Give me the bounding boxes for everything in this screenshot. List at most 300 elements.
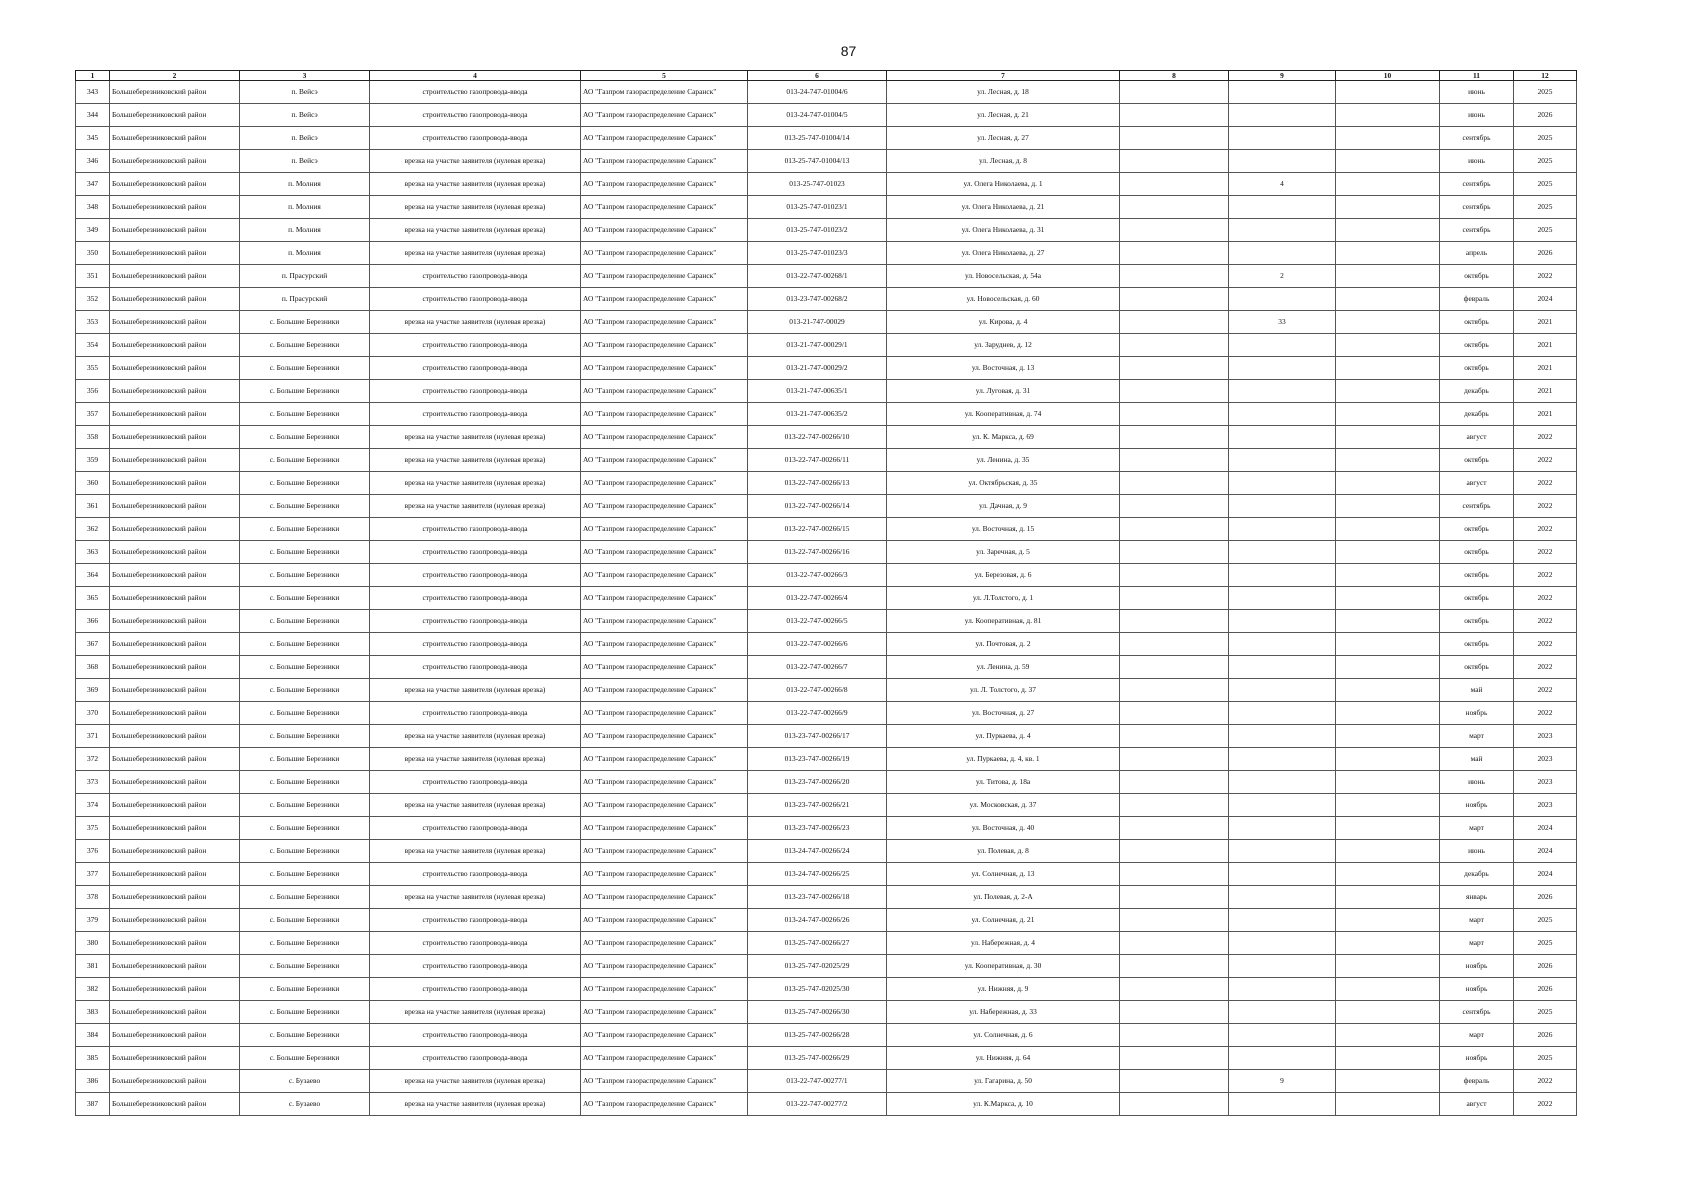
column-10-cell bbox=[1336, 334, 1440, 357]
contract-number-cell: 013-24-747-01004/5 bbox=[748, 104, 887, 127]
contract-number-cell: 013-23-747-00268/2 bbox=[748, 288, 887, 311]
month-cell: октябрь bbox=[1440, 587, 1514, 610]
column-10-cell bbox=[1336, 265, 1440, 288]
row-number-cell: 387 bbox=[76, 1093, 110, 1116]
address-cell: ул. Лесная, д. 21 bbox=[887, 104, 1120, 127]
address-cell: ул. Лесная, д. 18 bbox=[887, 81, 1120, 104]
address-cell: ул. Нижняя, д. 9 bbox=[887, 978, 1120, 1001]
column-10-cell bbox=[1336, 127, 1440, 150]
row-number-cell: 362 bbox=[76, 518, 110, 541]
organization-cell: АО "Газпром газораспределение Саранск" bbox=[581, 104, 748, 127]
column-9-cell bbox=[1229, 380, 1336, 403]
settlement-cell: с. Большие Березники bbox=[240, 955, 370, 978]
organization-cell: АО "Газпром газораспределение Саранск" bbox=[581, 242, 748, 265]
district-cell: Большеберезниковский район bbox=[110, 863, 240, 886]
table-row bbox=[76, 587, 1577, 610]
month-cell: ноябрь bbox=[1440, 955, 1514, 978]
settlement-cell: с. Большие Березники bbox=[240, 886, 370, 909]
contract-number-cell: 013-25-747-00266/29 bbox=[748, 1047, 887, 1070]
column-8-cell bbox=[1120, 81, 1229, 104]
table-row bbox=[76, 104, 1577, 127]
column-9-cell bbox=[1229, 1024, 1336, 1047]
work-type-cell: строительство газопровода-ввода bbox=[370, 334, 581, 357]
work-type-cell: врезка на участке заявителя (нулевая врезка) bbox=[370, 449, 581, 472]
address-cell: ул. Восточная, д. 40 bbox=[887, 817, 1120, 840]
organization-cell: АО "Газпром газораспределение Саранск" bbox=[581, 219, 748, 242]
month-cell: октябрь bbox=[1440, 610, 1514, 633]
address-cell: ул. Дачная, д. 9 bbox=[887, 495, 1120, 518]
year-cell: 2022 bbox=[1514, 518, 1577, 541]
year-cell: 2026 bbox=[1514, 886, 1577, 909]
column-9-cell bbox=[1229, 104, 1336, 127]
column-9-cell bbox=[1229, 610, 1336, 633]
work-type-cell: врезка на участке заявителя (нулевая врезка) bbox=[370, 840, 581, 863]
contract-number-cell: 013-22-747-00277/1 bbox=[748, 1070, 887, 1093]
settlement-cell: с. Большие Березники bbox=[240, 863, 370, 886]
year-cell: 2026 bbox=[1514, 955, 1577, 978]
column-8-cell bbox=[1120, 886, 1229, 909]
settlement-cell: с. Большие Березники bbox=[240, 449, 370, 472]
settlement-cell: п. Прасурский bbox=[240, 288, 370, 311]
row-number-cell: 379 bbox=[76, 909, 110, 932]
month-cell: сентябрь bbox=[1440, 196, 1514, 219]
column-9-cell bbox=[1229, 334, 1336, 357]
table-row bbox=[76, 840, 1577, 863]
table-row bbox=[76, 380, 1577, 403]
column-9-cell bbox=[1229, 863, 1336, 886]
district-cell: Большеберезниковский район bbox=[110, 104, 240, 127]
column-9-cell bbox=[1229, 196, 1336, 219]
organization-cell: АО "Газпром газораспределение Саранск" bbox=[581, 1093, 748, 1116]
column-10-cell bbox=[1336, 1024, 1440, 1047]
year-cell: 2026 bbox=[1514, 104, 1577, 127]
work-type-cell: строительство газопровода-ввода bbox=[370, 909, 581, 932]
column-10-cell bbox=[1336, 495, 1440, 518]
organization-cell: АО "Газпром газораспределение Саранск" bbox=[581, 564, 748, 587]
settlement-cell: с. Большие Березники bbox=[240, 311, 370, 334]
address-cell: ул. Полевая, д. 2-А bbox=[887, 886, 1120, 909]
year-cell: 2025 bbox=[1514, 932, 1577, 955]
row-number-cell: 347 bbox=[76, 173, 110, 196]
work-type-cell: строительство газопровода-ввода bbox=[370, 518, 581, 541]
column-8-cell bbox=[1120, 426, 1229, 449]
column-9-cell bbox=[1229, 288, 1336, 311]
organization-cell: АО "Газпром газораспределение Саранск" bbox=[581, 656, 748, 679]
table-row bbox=[76, 1093, 1577, 1116]
column-9-cell bbox=[1229, 748, 1336, 771]
contract-number-cell: 013-23-747-00266/17 bbox=[748, 725, 887, 748]
year-cell: 2022 bbox=[1514, 702, 1577, 725]
contract-number-cell: 013-21-747-00029/1 bbox=[748, 334, 887, 357]
column-9-cell bbox=[1229, 472, 1336, 495]
month-cell: декабрь bbox=[1440, 403, 1514, 426]
month-cell: март bbox=[1440, 1024, 1514, 1047]
contract-number-cell: 013-21-747-00029/2 bbox=[748, 357, 887, 380]
address-cell: ул. Заречная, д. 5 bbox=[887, 541, 1120, 564]
organization-cell: АО "Газпром газораспределение Саранск" bbox=[581, 955, 748, 978]
year-cell: 2023 bbox=[1514, 771, 1577, 794]
column-8-cell bbox=[1120, 863, 1229, 886]
organization-cell: АО "Газпром газораспределение Саранск" bbox=[581, 150, 748, 173]
organization-cell: АО "Газпром газораспределение Саранск" bbox=[581, 840, 748, 863]
work-type-cell: врезка на участке заявителя (нулевая врезка) bbox=[370, 472, 581, 495]
year-cell: 2021 bbox=[1514, 334, 1577, 357]
organization-cell: АО "Газпром газораспределение Саранск" bbox=[581, 817, 748, 840]
settlement-cell: с. Большие Березники bbox=[240, 817, 370, 840]
month-cell: октябрь bbox=[1440, 357, 1514, 380]
settlement-cell: с. Большие Березники bbox=[240, 403, 370, 426]
district-cell: Большеберезниковский район bbox=[110, 196, 240, 219]
settlement-cell: п. Молния bbox=[240, 242, 370, 265]
district-cell: Большеберезниковский район bbox=[110, 1024, 240, 1047]
table-row bbox=[76, 564, 1577, 587]
column-10-cell bbox=[1336, 840, 1440, 863]
organization-cell: АО "Газпром газораспределение Саранск" bbox=[581, 794, 748, 817]
district-cell: Большеберезниковский район bbox=[110, 748, 240, 771]
column-8-cell bbox=[1120, 725, 1229, 748]
table-row bbox=[76, 633, 1577, 656]
settlement-cell: с. Большие Березники bbox=[240, 334, 370, 357]
work-type-cell: врезка на участке заявителя (нулевая врезка) bbox=[370, 150, 581, 173]
month-cell: апрель bbox=[1440, 242, 1514, 265]
year-cell: 2021 bbox=[1514, 357, 1577, 380]
column-10-cell bbox=[1336, 633, 1440, 656]
month-cell: ноябрь bbox=[1440, 794, 1514, 817]
district-cell: Большеберезниковский район bbox=[110, 610, 240, 633]
page-number: 87 bbox=[840, 43, 857, 59]
column-8-cell bbox=[1120, 242, 1229, 265]
work-type-cell: строительство газопровода-ввода bbox=[370, 587, 581, 610]
settlement-cell: с. Большие Березники bbox=[240, 748, 370, 771]
organization-cell: АО "Газпром газораспределение Саранск" bbox=[581, 541, 748, 564]
work-type-cell: врезка на участке заявителя (нулевая врезка) bbox=[370, 794, 581, 817]
district-cell: Большеберезниковский район bbox=[110, 265, 240, 288]
address-cell: ул. Ленина, д. 35 bbox=[887, 449, 1120, 472]
column-8-cell bbox=[1120, 587, 1229, 610]
table-row bbox=[76, 173, 1577, 196]
table-row bbox=[76, 1047, 1577, 1070]
year-cell: 2023 bbox=[1514, 794, 1577, 817]
organization-cell: АО "Газпром газораспределение Саранск" bbox=[581, 265, 748, 288]
work-type-cell: строительство газопровода-ввода bbox=[370, 702, 581, 725]
column-10-cell bbox=[1336, 173, 1440, 196]
row-number-cell: 371 bbox=[76, 725, 110, 748]
address-cell: ул. Олега Николаева, д. 31 bbox=[887, 219, 1120, 242]
year-cell: 2025 bbox=[1514, 196, 1577, 219]
table-row bbox=[76, 150, 1577, 173]
settlement-cell: с. Бузаево bbox=[240, 1070, 370, 1093]
work-type-cell: врезка на участке заявителя (нулевая врезка) bbox=[370, 311, 581, 334]
contract-number-cell: 013-25-747-02025/29 bbox=[748, 955, 887, 978]
address-cell: ул. Набережная, д. 4 bbox=[887, 932, 1120, 955]
table-row bbox=[76, 702, 1577, 725]
column-header-4: 4 bbox=[370, 71, 581, 81]
contract-number-cell: 013-22-747-00268/1 bbox=[748, 265, 887, 288]
month-cell: июнь bbox=[1440, 840, 1514, 863]
column-8-cell bbox=[1120, 380, 1229, 403]
work-type-cell: врезка на участке заявителя (нулевая врезка) bbox=[370, 426, 581, 449]
month-cell: январь bbox=[1440, 886, 1514, 909]
organization-cell: АО "Газпром газораспределение Саранск" bbox=[581, 288, 748, 311]
contract-number-cell: 013-22-747-00277/2 bbox=[748, 1093, 887, 1116]
table-row bbox=[76, 771, 1577, 794]
district-cell: Большеберезниковский район bbox=[110, 817, 240, 840]
table-row bbox=[76, 472, 1577, 495]
settlement-cell: с. Большие Березники bbox=[240, 1001, 370, 1024]
row-number-cell: 373 bbox=[76, 771, 110, 794]
district-cell: Большеберезниковский район bbox=[110, 518, 240, 541]
column-8-cell bbox=[1120, 817, 1229, 840]
settlement-cell: п. Вейсэ bbox=[240, 127, 370, 150]
district-cell: Большеберезниковский район bbox=[110, 127, 240, 150]
settlement-cell: с. Большие Березники bbox=[240, 702, 370, 725]
district-cell: Большеберезниковский район bbox=[110, 978, 240, 1001]
settlement-cell: с. Большие Березники bbox=[240, 495, 370, 518]
row-number-cell: 384 bbox=[76, 1024, 110, 1047]
column-10-cell bbox=[1336, 863, 1440, 886]
district-cell: Большеберезниковский район bbox=[110, 794, 240, 817]
district-cell: Большеберезниковский район bbox=[110, 725, 240, 748]
work-type-cell: строительство газопровода-ввода bbox=[370, 955, 581, 978]
year-cell: 2025 bbox=[1514, 909, 1577, 932]
work-type-cell: врезка на участке заявителя (нулевая врезка) bbox=[370, 219, 581, 242]
column-10-cell bbox=[1336, 886, 1440, 909]
month-cell: октябрь bbox=[1440, 564, 1514, 587]
contract-number-cell: 013-23-747-00266/20 bbox=[748, 771, 887, 794]
year-cell: 2026 bbox=[1514, 978, 1577, 1001]
address-cell: ул. Нижняя, д. 64 bbox=[887, 1047, 1120, 1070]
row-number-cell: 364 bbox=[76, 564, 110, 587]
column-9-cell: 9 bbox=[1229, 1070, 1336, 1093]
work-type-cell: строительство газопровода-ввода bbox=[370, 403, 581, 426]
contract-number-cell: 013-24-747-00266/25 bbox=[748, 863, 887, 886]
column-9-cell bbox=[1229, 656, 1336, 679]
table-row bbox=[76, 81, 1577, 104]
row-number-cell: 383 bbox=[76, 1001, 110, 1024]
column-9-cell bbox=[1229, 426, 1336, 449]
row-number-cell: 359 bbox=[76, 449, 110, 472]
month-cell: октябрь bbox=[1440, 541, 1514, 564]
work-type-cell: врезка на участке заявителя (нулевая врезка) bbox=[370, 1093, 581, 1116]
contract-number-cell: 013-21-747-00635/2 bbox=[748, 403, 887, 426]
month-cell: сентябрь bbox=[1440, 1001, 1514, 1024]
settlement-cell: с. Большие Березники bbox=[240, 932, 370, 955]
settlement-cell: с. Большие Березники bbox=[240, 679, 370, 702]
address-cell: ул. Пуркаева, д. 4 bbox=[887, 725, 1120, 748]
year-cell: 2025 bbox=[1514, 1001, 1577, 1024]
row-number-cell: 346 bbox=[76, 150, 110, 173]
contract-number-cell: 013-22-747-00266/10 bbox=[748, 426, 887, 449]
row-number-cell: 370 bbox=[76, 702, 110, 725]
work-type-cell: строительство газопровода-ввода bbox=[370, 771, 581, 794]
column-header-5: 5 bbox=[581, 71, 748, 81]
organization-cell: АО "Газпром газораспределение Саранск" bbox=[581, 932, 748, 955]
contract-number-cell: 013-25-747-00266/30 bbox=[748, 1001, 887, 1024]
work-type-cell: врезка на участке заявителя (нулевая врезка) bbox=[370, 1001, 581, 1024]
address-cell: ул. Кирова, д. 4 bbox=[887, 311, 1120, 334]
column-8-cell bbox=[1120, 357, 1229, 380]
work-type-cell: строительство газопровода-ввода bbox=[370, 932, 581, 955]
table-row bbox=[76, 219, 1577, 242]
column-header-3: 3 bbox=[240, 71, 370, 81]
row-number-cell: 374 bbox=[76, 794, 110, 817]
district-cell: Большеберезниковский район bbox=[110, 311, 240, 334]
settlement-cell: с. Большие Березники bbox=[240, 909, 370, 932]
column-10-cell bbox=[1336, 564, 1440, 587]
month-cell: октябрь bbox=[1440, 518, 1514, 541]
year-cell: 2022 bbox=[1514, 564, 1577, 587]
column-10-cell bbox=[1336, 219, 1440, 242]
organization-cell: АО "Газпром газораспределение Саранск" bbox=[581, 357, 748, 380]
address-cell: ул. Полевая, д. 8 bbox=[887, 840, 1120, 863]
row-number-cell: 360 bbox=[76, 472, 110, 495]
organization-cell: АО "Газпром газораспределение Саранск" bbox=[581, 863, 748, 886]
column-9-cell bbox=[1229, 127, 1336, 150]
column-9-cell bbox=[1229, 587, 1336, 610]
table-row bbox=[76, 932, 1577, 955]
row-number-cell: 350 bbox=[76, 242, 110, 265]
address-cell: ул. Гагарина, д. 50 bbox=[887, 1070, 1120, 1093]
column-8-cell bbox=[1120, 564, 1229, 587]
year-cell: 2022 bbox=[1514, 472, 1577, 495]
contract-number-cell: 013-25-747-01023/1 bbox=[748, 196, 887, 219]
column-9-cell bbox=[1229, 794, 1336, 817]
address-cell: ул. Луговая, д. 31 bbox=[887, 380, 1120, 403]
organization-cell: АО "Газпром газораспределение Саранск" bbox=[581, 127, 748, 150]
organization-cell: АО "Газпром газораспределение Саранск" bbox=[581, 702, 748, 725]
column-10-cell bbox=[1336, 909, 1440, 932]
table-row bbox=[76, 196, 1577, 219]
work-type-cell: строительство газопровода-ввода bbox=[370, 863, 581, 886]
row-number-cell: 356 bbox=[76, 380, 110, 403]
district-cell: Большеберезниковский район bbox=[110, 564, 240, 587]
district-cell: Большеберезниковский район bbox=[110, 587, 240, 610]
year-cell: 2024 bbox=[1514, 840, 1577, 863]
address-cell: ул. Восточная, д. 15 bbox=[887, 518, 1120, 541]
table-row bbox=[76, 909, 1577, 932]
contract-number-cell: 013-25-747-01023 bbox=[748, 173, 887, 196]
column-8-cell bbox=[1120, 1093, 1229, 1116]
settlement-cell: п. Молния bbox=[240, 173, 370, 196]
settlement-cell: с. Большие Березники bbox=[240, 1024, 370, 1047]
organization-cell: АО "Газпром газораспределение Саранск" bbox=[581, 587, 748, 610]
month-cell: ноябрь bbox=[1440, 1047, 1514, 1070]
address-cell: ул. Ленина, д. 59 bbox=[887, 656, 1120, 679]
settlement-cell: с. Большие Березники bbox=[240, 472, 370, 495]
settlement-cell: с. Большие Березники bbox=[240, 587, 370, 610]
work-type-cell: врезка на участке заявителя (нулевая врезка) bbox=[370, 725, 581, 748]
column-10-cell bbox=[1336, 1070, 1440, 1093]
column-8-cell bbox=[1120, 104, 1229, 127]
row-number-cell: 354 bbox=[76, 334, 110, 357]
column-10-cell bbox=[1336, 449, 1440, 472]
work-type-cell: строительство газопровода-ввода bbox=[370, 817, 581, 840]
settlement-cell: с. Большие Березники bbox=[240, 541, 370, 564]
table-row bbox=[76, 1070, 1577, 1093]
organization-cell: АО "Газпром газораспределение Саранск" bbox=[581, 978, 748, 1001]
address-cell: ул. Московская, д. 37 bbox=[887, 794, 1120, 817]
organization-cell: АО "Газпром газораспределение Саранск" bbox=[581, 495, 748, 518]
column-8-cell bbox=[1120, 219, 1229, 242]
district-cell: Большеберезниковский район bbox=[110, 495, 240, 518]
contract-number-cell: 013-22-747-00266/7 bbox=[748, 656, 887, 679]
settlement-cell: с. Большие Березники bbox=[240, 978, 370, 1001]
contract-number-cell: 013-25-747-02025/30 bbox=[748, 978, 887, 1001]
year-cell: 2022 bbox=[1514, 541, 1577, 564]
organization-cell: АО "Газпром газораспределение Саранск" bbox=[581, 196, 748, 219]
contract-number-cell: 013-24-747-00266/24 bbox=[748, 840, 887, 863]
year-cell: 2022 bbox=[1514, 265, 1577, 288]
column-header-11: 11 bbox=[1440, 71, 1514, 81]
month-cell: сентябрь bbox=[1440, 173, 1514, 196]
address-cell: ул. Кооперативная, д. 81 bbox=[887, 610, 1120, 633]
address-cell: ул. Солнечная, д. 21 bbox=[887, 909, 1120, 932]
district-cell: Большеберезниковский район bbox=[110, 1070, 240, 1093]
contract-number-cell: 013-22-747-00266/6 bbox=[748, 633, 887, 656]
contract-number-cell: 013-25-747-01004/14 bbox=[748, 127, 887, 150]
contract-number-cell: 013-22-747-00266/13 bbox=[748, 472, 887, 495]
address-cell: ул. Солнечная, д. 6 bbox=[887, 1024, 1120, 1047]
work-type-cell: врезка на участке заявителя (нулевая врезка) bbox=[370, 1070, 581, 1093]
year-cell: 2023 bbox=[1514, 725, 1577, 748]
row-number-cell: 349 bbox=[76, 219, 110, 242]
month-cell: февраль bbox=[1440, 1070, 1514, 1093]
column-10-cell bbox=[1336, 978, 1440, 1001]
contract-number-cell: 013-22-747-00266/4 bbox=[748, 587, 887, 610]
organization-cell: АО "Газпром газораспределение Саранск" bbox=[581, 518, 748, 541]
table-header bbox=[76, 71, 1577, 81]
work-type-cell: врезка на участке заявителя (нулевая врезка) bbox=[370, 886, 581, 909]
column-10-cell bbox=[1336, 587, 1440, 610]
work-type-cell: строительство газопровода-ввода bbox=[370, 380, 581, 403]
month-cell: декабрь bbox=[1440, 863, 1514, 886]
organization-cell: АО "Газпром газораспределение Саранск" bbox=[581, 909, 748, 932]
column-8-cell bbox=[1120, 771, 1229, 794]
settlement-cell: с. Большие Березники bbox=[240, 633, 370, 656]
column-10-cell bbox=[1336, 311, 1440, 334]
column-8-cell bbox=[1120, 610, 1229, 633]
column-10-cell bbox=[1336, 679, 1440, 702]
work-type-cell: врезка на участке заявителя (нулевая врезка) bbox=[370, 173, 581, 196]
table-row bbox=[76, 541, 1577, 564]
column-9-cell bbox=[1229, 679, 1336, 702]
district-cell: Большеберезниковский район bbox=[110, 679, 240, 702]
organization-cell: АО "Газпром газораспределение Саранск" bbox=[581, 472, 748, 495]
district-cell: Большеберезниковский район bbox=[110, 150, 240, 173]
column-8-cell bbox=[1120, 1024, 1229, 1047]
column-10-cell bbox=[1336, 955, 1440, 978]
row-number-cell: 372 bbox=[76, 748, 110, 771]
district-cell: Большеберезниковский район bbox=[110, 219, 240, 242]
district-cell: Большеберезниковский район bbox=[110, 242, 240, 265]
row-number-cell: 358 bbox=[76, 426, 110, 449]
row-number-cell: 355 bbox=[76, 357, 110, 380]
column-10-cell bbox=[1336, 656, 1440, 679]
work-type-cell: строительство газопровода-ввода bbox=[370, 104, 581, 127]
work-type-cell: строительство газопровода-ввода bbox=[370, 541, 581, 564]
column-8-cell bbox=[1120, 196, 1229, 219]
district-cell: Большеберезниковский район bbox=[110, 173, 240, 196]
organization-cell: АО "Газпром газораспределение Саранск" bbox=[581, 81, 748, 104]
table-row bbox=[76, 863, 1577, 886]
district-cell: Большеберезниковский район bbox=[110, 426, 240, 449]
table-row bbox=[76, 518, 1577, 541]
year-cell: 2024 bbox=[1514, 863, 1577, 886]
row-number-cell: 353 bbox=[76, 311, 110, 334]
column-10-cell bbox=[1336, 357, 1440, 380]
month-cell: октябрь bbox=[1440, 334, 1514, 357]
row-number-cell: 363 bbox=[76, 541, 110, 564]
